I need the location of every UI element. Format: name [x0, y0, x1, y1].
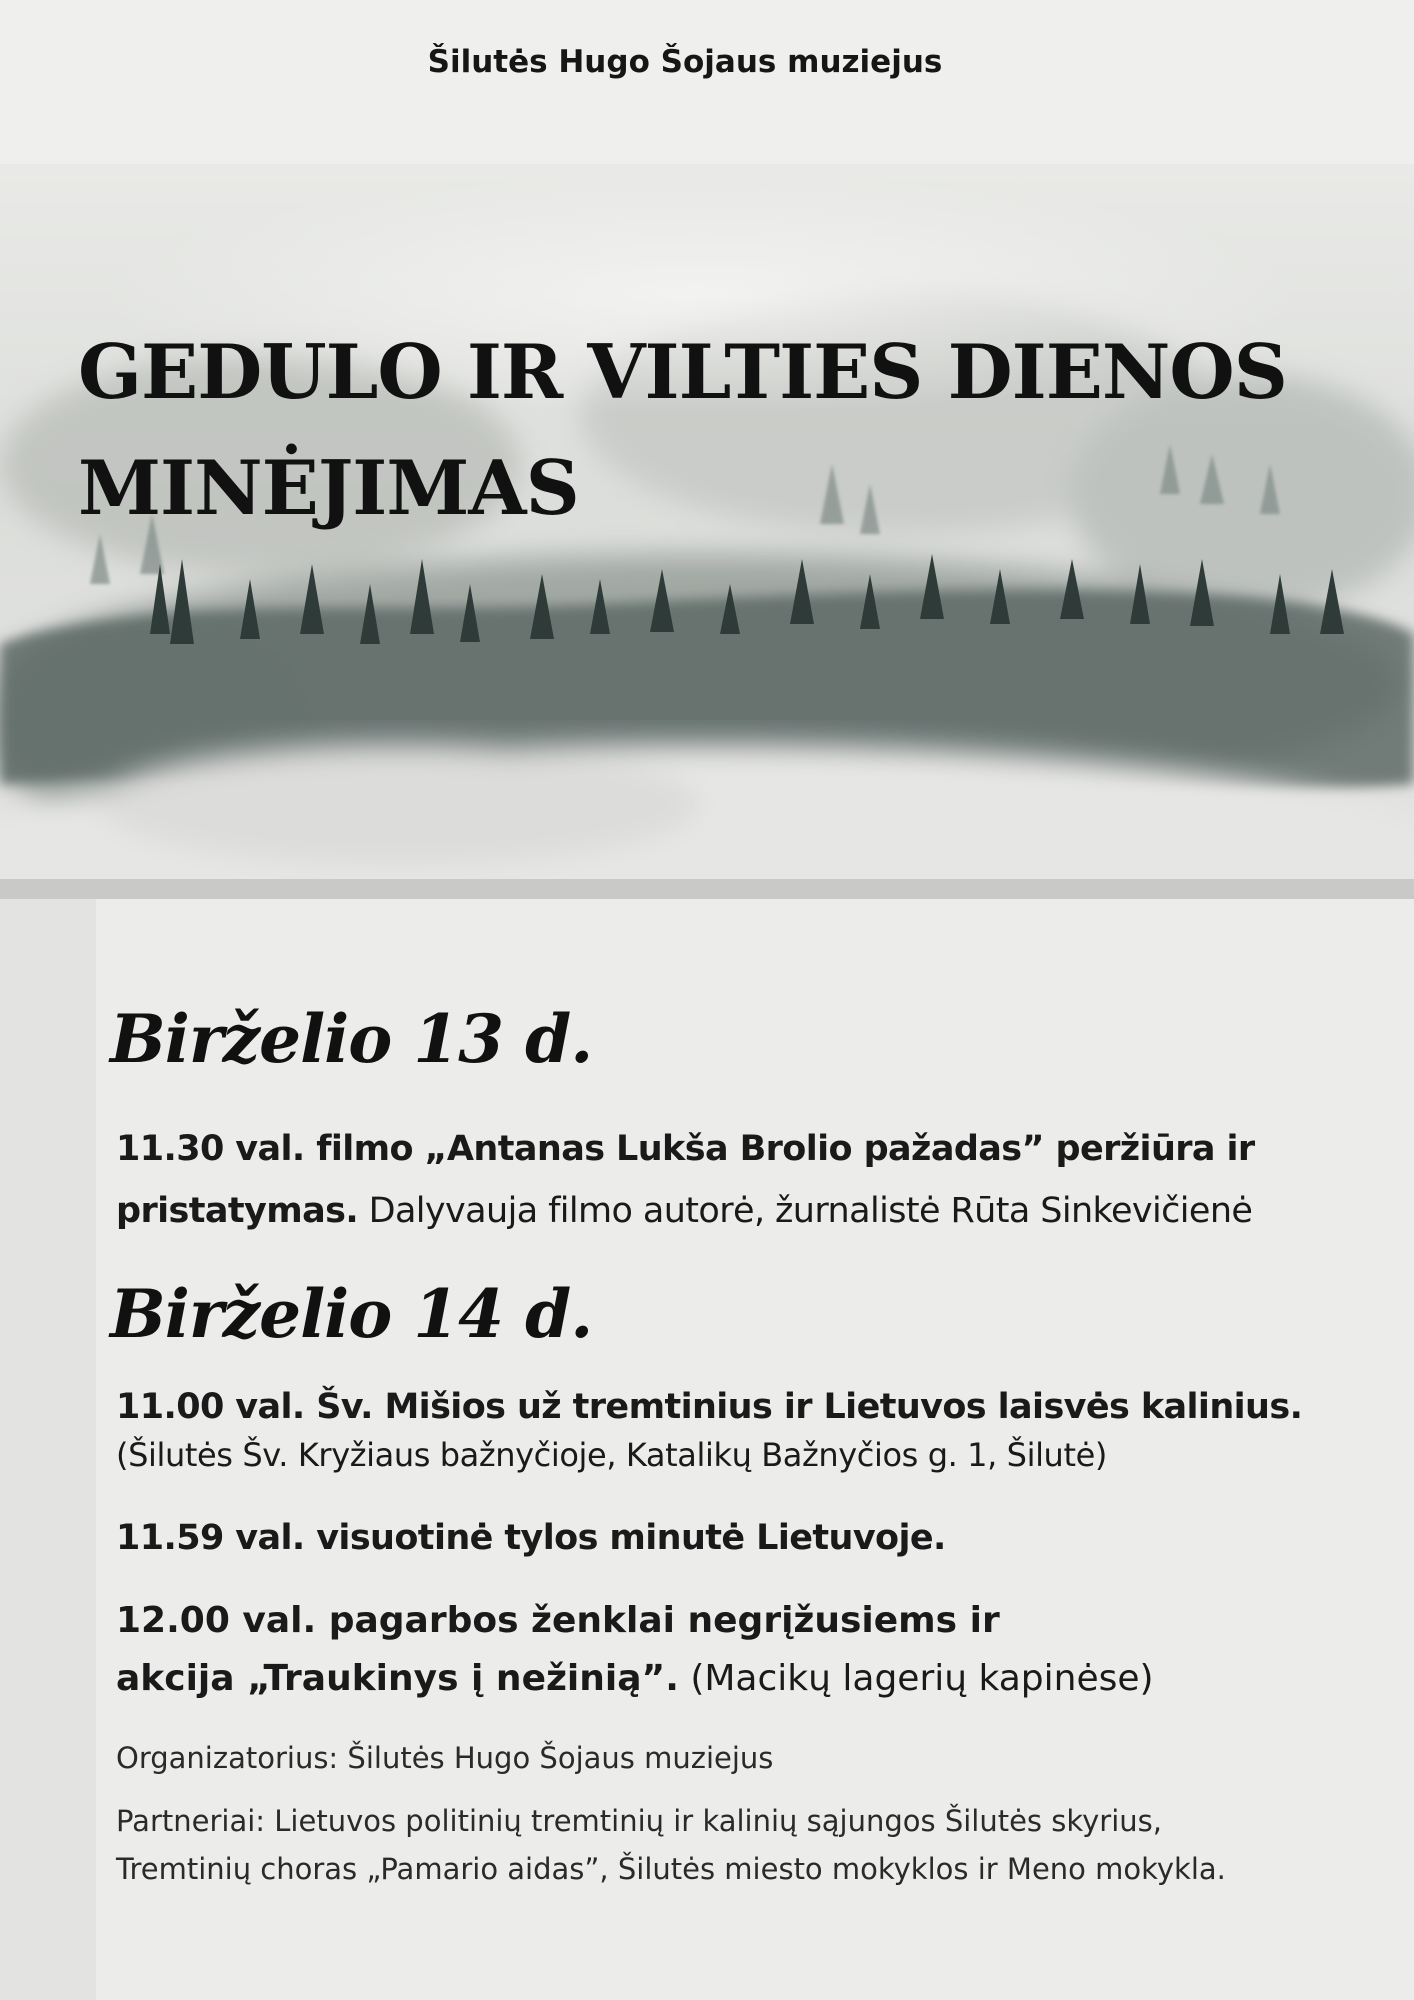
- event-film-title: 11.30 val. filmo „Antanas Lukša Brolio pažadas” peržiūra ir pristatymas.: [116, 1129, 1255, 1231]
- event-remembrance-line2: akcija „Traukinys į nežinią”.: [116, 1658, 679, 1699]
- organizer-text: Organizatorius: Šilutės Hugo Šojaus muziejus: [116, 1741, 774, 1775]
- event-silence-minute: [116, 1515, 1376, 1561]
- date-heading-june-14: Birželio 14 d.: [110, 1275, 593, 1353]
- title-line-1: GEDULO IR VILTIES DIENOS: [78, 328, 1287, 416]
- partners-line-2: Tremtinių choras „Pamario aidas”, Šilutės miesto mokyklos ir Meno mokykla.: [116, 1852, 1226, 1886]
- event-remembrance-location: (Macikų lagerių kapinėse): [690, 1658, 1154, 1699]
- event-remembrance-line1: 12.00 val. pagarbos ženklai negrįžusiems ir: [116, 1600, 1000, 1641]
- event-mass-location: (Šilutės Šv. Kryžiaus bažnyčioje, Katalikų Bažnyčios g. 1, Šilutė): [116, 1436, 1107, 1474]
- event-film-detail: Dalyvauja filmo autorė, žurnalistė Rūta Sinkevičienė: [368, 1191, 1253, 1231]
- event-silence-title: 11.59 val. visuotinė tylos minutė Lietuvoje.: [116, 1518, 946, 1558]
- event-mass: [116, 1384, 1376, 1478]
- event-mass-title: 11.00 val. Šv. Mišios už tremtinius ir Lietuvos laisvės kalinius.: [116, 1387, 1303, 1427]
- partners-line-1: Partneriai: Lietuvos politinių tremtinių ir kalinių sąjungos Šilutės skyrius,: [116, 1804, 1162, 1838]
- museum-name: Šilutės Hugo Šojaus muziejus: [427, 44, 943, 80]
- poster-title: [78, 314, 1287, 546]
- date-heading-june-13: Birželio 13 d.: [110, 1000, 593, 1078]
- left-margin-strip: [0, 899, 96, 2000]
- event-film-screening: [116, 1118, 1376, 1242]
- event-remembrance: [116, 1592, 1376, 1708]
- museum-header: [0, 0, 1414, 164]
- partners-text: [116, 1797, 1376, 1893]
- title-line-2: MINĖJIMAS: [78, 444, 579, 532]
- hero-banner: [0, 164, 1414, 899]
